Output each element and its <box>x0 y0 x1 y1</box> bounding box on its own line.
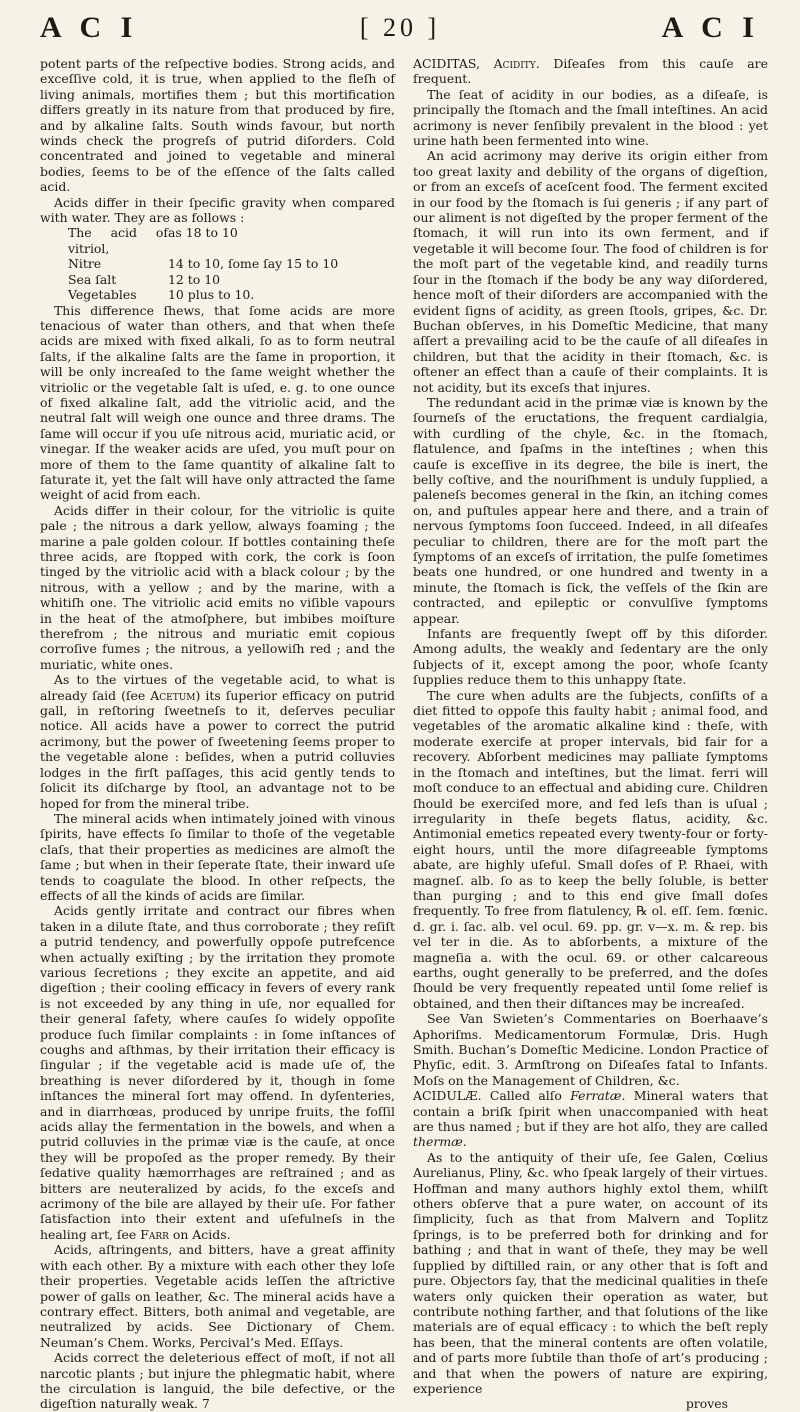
header-right-word: A C I <box>661 11 760 44</box>
table-row <box>68 272 395 287</box>
paragraph: Acids differ in their ſpecific gravity when compared with water. They are as follows : <box>40 194 395 226</box>
table-row <box>68 225 395 256</box>
paragraph <box>40 672 395 811</box>
text-run: ) its ſuperior efficacy on putrid gall, in reſtoring ſweetneſs to it, deſerves peculiar notice. All acids have a power to correct the putrid acrimony, but the power of ſweetening ſeems proper to the vegetable alone : beſides, when a putrid colluvies lodges in the firſt paſſages, this acid gently tends to ſolicit its diſcharge by ſtool, an advantage not to be hoped for from the mineral tribe. <box>40 687 395 811</box>
table-cell: Vegetables <box>68 287 137 303</box>
page-number: [ 20 ] <box>359 13 441 42</box>
paragraph: See Van Swieten’s Commentaries on Boerhaave’s Aphoriſms. Medicamentorum Formulæ, Dris. Hugh Smith. Buchan’s Domeſtic Medicine. London Practice of Phyſic, edit. 3. Armſtrong on Diſeaſes fatal to Infants. Moſs on the Management of Children, &c. <box>413 1011 768 1088</box>
text-run: Acids correct the deleterious effect of moſt, if not all narcotic plants ; but injure the phlegmatic habit, where the circulation is languid, the bile defective, or the digeſtion naturally weak. <box>40 1350 395 1412</box>
paragraph: Acids, aſtringents, and bitters, have a great affinity with each other. By a mixture with each other they loſe their properties. Vegetable acids leſſen the aſtrictive power of galls on leather, &c. The mineral acids have a contrary effect. Bitters, both animal and vegetable, are neutralized by acids. See Dictionary of Chem. Neuman’s Chem. Works, Percival’s Med. Eſſays. <box>40 1242 395 1350</box>
paragraph <box>40 903 395 1242</box>
headword: ACIDULÆ. Called alſo <box>413 1088 571 1104</box>
paragraph: As to the antiquity of their uſe, ſee Galen, Cœlius Aurelianus, Pliny, &c. who ſpeak largely of their virtues. Hoffman and many authors highly extol them, whilſt others obſerve that a pure water, on account of its ſimplicity, ſuch as that from Malvern and Toplitz ſprings, is to be preferred both for drinking and for bathing ; and that in want of theſe, they may be well ſupplied by diſtilled rain, or any other that is ſoft and pure. Objectors ſay, that the medicinal qualities in theſe waters only quicken their operation as water, but contribute nothing farther, and that ſolutions of the like materials are of equal efficacy : to which the beſt reply has been, that the mineral contents are often volatile, and of parts more ſubtile than thoſe of art’s producing ; and that when the powers of nature are expiring, experience <box>413 1149 768 1396</box>
paragraph: The redundant acid in the primæ viæ is known by the ſourneſs of the eructations, the frequent cardialgia, with curdling of the chyle, &c. in the ſtomach, flatulence, and ſpaſms in the inteſtines ; when this cauſe is exceſſive in its degree, the bile is inert, the belly coſtive, and the nouriſhment is unduly ſupplied, a paleneſs becomes general in the ſkin, an itching comes on, and puſtules appear here and there, and a train of nervous ſymptoms ſoon ſucceed. Indeed, in all diſeaſes peculiar to children, there are for the moſt part the ſymptoms of an exceſs of irritation, the pulſe ſometimes beats one hundred, or one hundred and twenty in a minute, the ſtomach is ſick, the veſſels of the ſkin are contracted, and epileptic or convulſive ſymptoms appear. <box>413 394 768 626</box>
table-row <box>68 287 395 302</box>
text-run: Mineral waters that contain a briſk ſpirit when unaccompanied with heat are thus named ; but if they are hot alſo, they are called <box>413 1088 768 1135</box>
paragraph: The ſeat of acidity in our bodies, as a diſeaſe, is principally the ſtomach and the ſmall inteſtines. An acid acrimony is never ſenſibily prevalent in the blood : yet urine hath been fermented into wine. <box>413 86 768 149</box>
paragraph: Infants are frequently ſwept off by this diſorder. Among adults, the weakly and ſedentary are the only ſubjects of it, except among the poor, whoſe ſcanty ſupplies reduce them to this unhappy ſtate. <box>413 626 768 688</box>
entry-heading <box>413 1088 768 1150</box>
table-cell: Sea ſalt <box>68 271 117 287</box>
text-run: As to the virtues of the vegetable acid, to what is already ſaid (ſee <box>40 672 395 703</box>
cross-reference: Acetum <box>150 687 196 703</box>
table-cell: 14 to 10, ſome ſay 15 to 10 <box>168 256 339 272</box>
catchword: proves <box>685 1396 728 1412</box>
paragraph: The cure when adults are the ſubjects, conſiſts of a diet fitted to oppoſe this faulty habit ; animal food, and vegetables of the aromatic alkaline kind : theſe, with moderate exercife at proper intervals, bid fair for a recovery. Abſorbent medicines may palliate ſymptoms in the ſtomach and inteſtines, but the limat. ferri will moſt conduce to an effectual and abiding cure. Children ſhould be exerciſed more, and fed leſs than is uſual ; irregularity in theſe begets flatus, acidity, &c. Antimonial emetics repeated every twenty-four or forty-eight hours, until the more diſagreeable ſymptoms abate, are highly uſeful. Small doſes of P. Rhaei, with magneſ. alb. ſo as to keep the belly ſoluble, is better than purging ; and to this end give ſmall doſes frequently. To free from flatulency, ℞ ol. eſſ. ſem. fœnic. d. gr. i. ſac. alb. vel ocul. 69. pp. gr. v—x. m. & rep. bis vel ter in die. As to abſorbents, a mixture of the magneſia a. with the ocul. 69. or other calcareous earths, ought generally to be preferred, and the doſes ſhould be very frequently repeated until ſome relief is obtained, and then their diſtances may be increaſed. <box>413 687 768 1011</box>
paragraph: The mineral acids when intimately joined with vinous ſpirits, have effects ſo ſimilar to thoſe of the vegetable claſs, that their properties as medicines are almoſt the ſame ; but when in their ſeperate ſtate, their inward uſe tends to coagulate the blood. In other reſpects, the effects of all the kinds of acids are ſimilar. <box>40 810 395 903</box>
text-run: Acids gently irritate and contract our fibres when taken in a dilute ſtate, and thus corroborate ; they reſiſt a putrid tendency, and powerfully oppoſe putrefcence when actually exiſting ; by the irritation they promote various ſecretions ; they excite an appetite, and aid digeſtion ; their cooling efficacy in fevers of every rank is not exceeded by any thing in uſe, nor equalled for their general ſafety, where cauſes ſo widely oppoſite produce ſuch ſimilar complaints : in ſome inſtances of coughs and aſthmas, by their irritation their efficacy is ſingular ; if the vegetable acid is made uſe of, the breathing is never diſordered by it, though in ſome inſtances the mineral ſort may offend. In dyſenteries, and in diarrhœas, produced by unripe fruits, the foſſil acids allay the fermentation in the bowels, and when a putrid colluvies in the primæ viæ is the cauſe, at once they will be propoſed as the proper remedy. By their ſedative quality hæmorrhages are reſtrained ; and as bitters are neuteralized by acids, fo the exceſs and acrimony of the bile are allayed by their uſe. For father ſatisfaction into their extent and uſefulneſs in the healing art, ſee <box>40 903 395 1242</box>
cross-reference: Farr <box>140 1226 169 1242</box>
table-cell: 10 plus to 10. <box>168 287 255 303</box>
headword: ACIDITAS, <box>413 56 494 71</box>
header-left-word: A C I <box>40 11 139 44</box>
text-columns <box>40 56 768 1412</box>
left-column <box>40 56 395 1412</box>
paragraph: This difference ſhews, that ſome acids are more tenacious of water than others, and that when theſe acids are mixed with fixed alkali, ſo as to form neutral ſalts, if the alkaline ſalts are the ſame in proportion, it will be only increaſed to the ſame weight whether the vitriolic or the vegetable ſalt is uſed, e. g. to one ounce of fixed alkaline ſalt, add the vitriolic acid, and the neutral ſalt will weigh one ounce and three drams. The ſame will occur if you uſe nitrous acid, muriatic acid, or vinegar. If the weaker acids are uſed, you muſt pour on more of them to the ſame quantity of alkaline ſalt to ſaturate it, yet the ſalt will have only attracted the ſame weight of acid from each. <box>40 302 395 503</box>
table-cell: The acid of vitriol, <box>68 225 168 256</box>
paragraph: An acid acrimony may derive its origin either from too great laxity and debility of the organs of digeſtion, or from an exceſs of aceſcent food. The ferment excited in our food by the ſtomach is ſui generis ; if any part of our aliment is not digeſted by the proper ferment of the ſtomach, it will run into its own ferment, and if vegetable it will become ſour. The food of children is for the moſt part of the vegetable kind, and readily turns ſour in the ſtomach if the body be any way diſordered, hence moſt of their diſorders are accompanied with the evident ſigns of acidity, as green ſtools, gripes, &c. Dr. Buchan obſerves, in his Domeſtic Medicine, that many aſſert a prevailing acid to be the cauſe of all diſeaſes in children, but that the acidity in their ſtomach, &c. is oftener an effect than a cauſe of their complaints. It is not acidity, but its exceſs that injures. <box>413 148 768 395</box>
headword-gloss: Acidity. <box>493 56 540 71</box>
table-cell: 12 to 10 <box>168 271 221 287</box>
headword-alias: Ferratæ. <box>570 1088 626 1104</box>
gravity-table <box>68 225 395 302</box>
entry-heading <box>413 56 768 87</box>
table-cell: Nitre <box>68 256 102 272</box>
term: thermæ. <box>413 1134 467 1150</box>
table-row <box>68 256 395 271</box>
right-column <box>413 56 768 1412</box>
text-run: Diſeaſes from this cauſe are frequent. <box>413 56 768 87</box>
paragraph <box>40 1350 395 1412</box>
text-run: on Acids. <box>168 1226 231 1242</box>
paragraph: potent parts of the reſpective bodies. Strong acids, and exceſſive cold, it is true, when applied to the fleſh of living animals, mortifies them ; but this mortification differs greatly in its nature from that produced by fire, and by alkaline ſalts. South winds favour, but north winds check the progreſs of putrid diſorders. Cold concentrated and joined to vegetable and mineral bodies, ſeems to be of the eſſence of the ſalts called acid. <box>40 56 395 195</box>
signature-mark: 7 <box>201 1396 210 1412</box>
table-cell: as 18 to 10 <box>168 225 238 241</box>
running-header <box>40 8 760 48</box>
paragraph: Acids differ in their colour, for the vitriolic is quite pale ; the nitrous a dark yellow, always foaming ; the marine a pale golden colour. If bottles containing theſe three acids, are ſtopped with cork, the cork is ſoon tinged by the vitriolic acid with a black colour ; by the nitrous, with a yellow ; and by the marine, with a whitiſh one. The vitriolic acid emits no viſible vapours in the heat of the atmoſphere, but imbibes moiſture therefrom ; the nitrous and muriatic emit copious corroſive fumes ; the nitrous, a yellowiſh red ; and the muriatic, white ones. <box>40 502 395 672</box>
